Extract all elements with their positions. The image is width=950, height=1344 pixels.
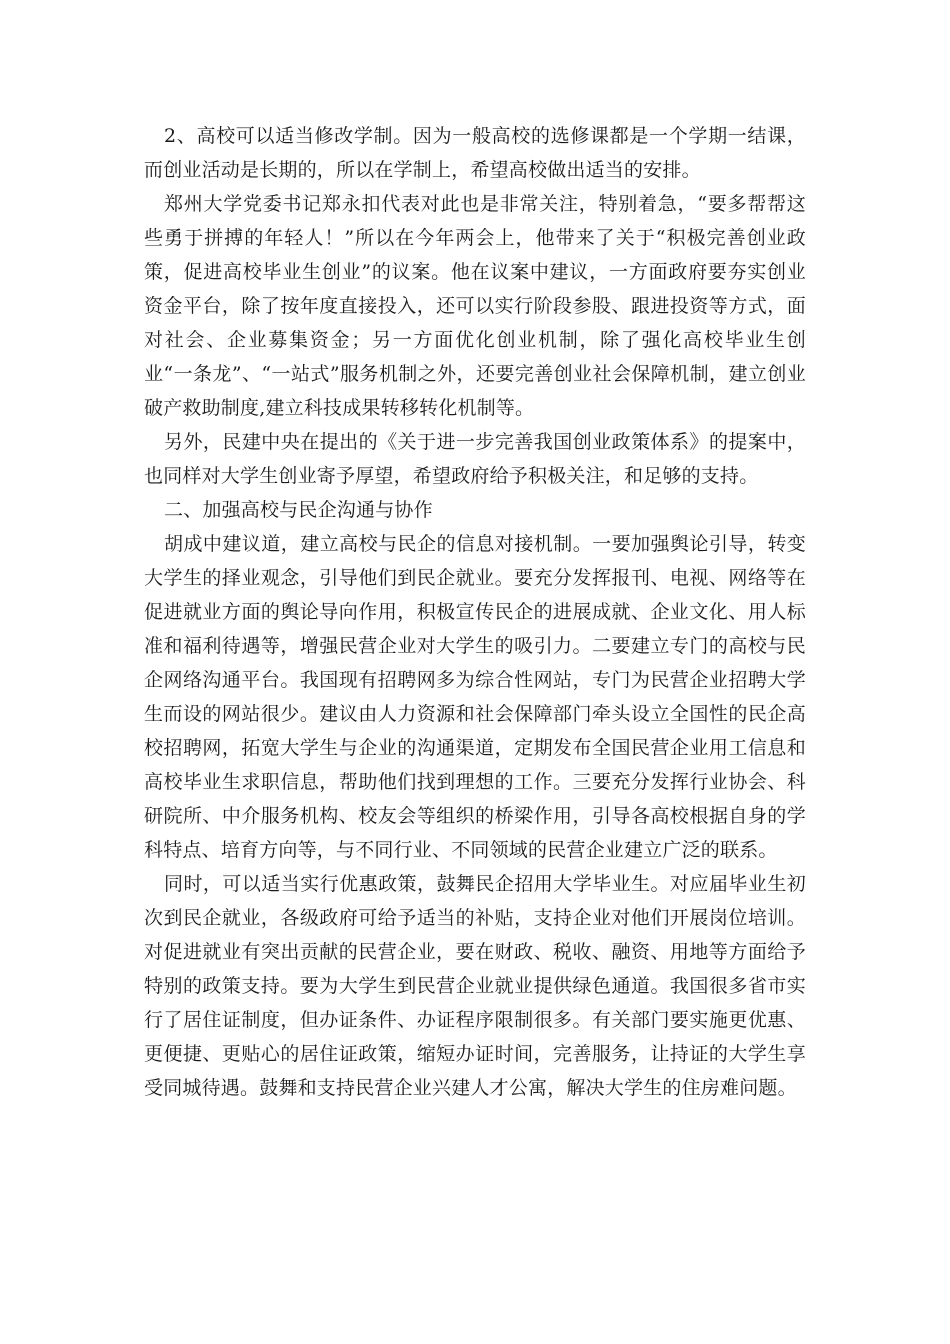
paragraph-preferential-policy: 同时，可以适当实行优惠政策，鼓舞民企招用大学毕业生。对应届毕业生初次到民企就业，各级政府可给予适当的补贴，支持企业对他们开展岗位培训。对促进就业有突出贡献的民营企业，要在财政、税收、融资、用地等方面给予特别的政策支持。要为大学生到民营企业就业提供绿色通道。我国很多省市实行了居住证制度，但办证条件、办证程序限制很多。有关部门要实施更优惠、更便捷、更贴心的居住证政策，缩短办证时间，完善服务，让持证的大学生享受同城待遇。鼓舞和支持民营企业兴建人才公寓，解决大学生的住房难问题。 bbox=[144, 873, 806, 1099]
document-body bbox=[144, 119, 806, 1105]
paragraph-hu-chengzhong: 胡成中建议道，建立高校与民企的信息对接机制。一要加强舆论引导，转变大学生的择业观念，引导他们到民企就业。要充分发挥报刊、电视、网络等在促进就业方面的舆论导向作用，积极宣传民企的进展成就、企业文化、用人标准和福利待遇等，增强民营企业对大学生的吸引力。二要建立专门的高校与民企网络沟通平台。我国现有招聘网多为综合性网站，专门为民营企业招聘大学生而设的网站很少。建议由人力资源和社会保障部门牵头设立全国性的民企高校招聘网，拓宽大学生与企业的沟通渠道，定期发布全国民营企业用工信息和高校毕业生求职信息，帮助他们找到理想的工作。三要充分发挥行业协会、科研院所、中介服务机构、校友会等组织的桥梁作用，引导各高校根据自身的学科特点、培育方向等，与不同行业、不同领域的民营企业建立广泛的联系。 bbox=[144, 533, 806, 861]
paragraph-academic-system: 2、高校可以适当修改学制。因为一般高校的选修课都是一个学期一结课，而创业活动是长期的，所以在学制上，希望高校做出适当的安排。 bbox=[144, 125, 806, 181]
section-heading: 二、加强高校与民企沟通与协作 bbox=[164, 499, 433, 521]
paragraph-zhengzhou-university: 郑州大学党委书记郑永扣代表对此也是非常关注，特别着急，“要多帮帮这些勇于拼搏的年轻人！”所以在今年两会上，他带来了关于“积极完善创业政策，促进高校毕业生创业”的议案。他在议案中建议，一方面政府要夯实创业资金平台，除了按年度直接投入，还可以实行阶段参股、跟进投资等方式，面对社会、企业募集资金；另一方面优化创业机制，除了强化高校毕业生创业“一条龙”、“一站式”服务机制之外，还要完善创业社会保障机制，建立创业破产救助制度,建立科技成果转移转化机制等。 bbox=[144, 193, 806, 419]
paragraph-democratic-league: 另外，民建中央在提出的《关于进一步完善我国创业政策体系》的提案中，也同样对大学生创业寄予厚望，希望政府给予积极关注，和足够的支持。 bbox=[144, 431, 806, 487]
